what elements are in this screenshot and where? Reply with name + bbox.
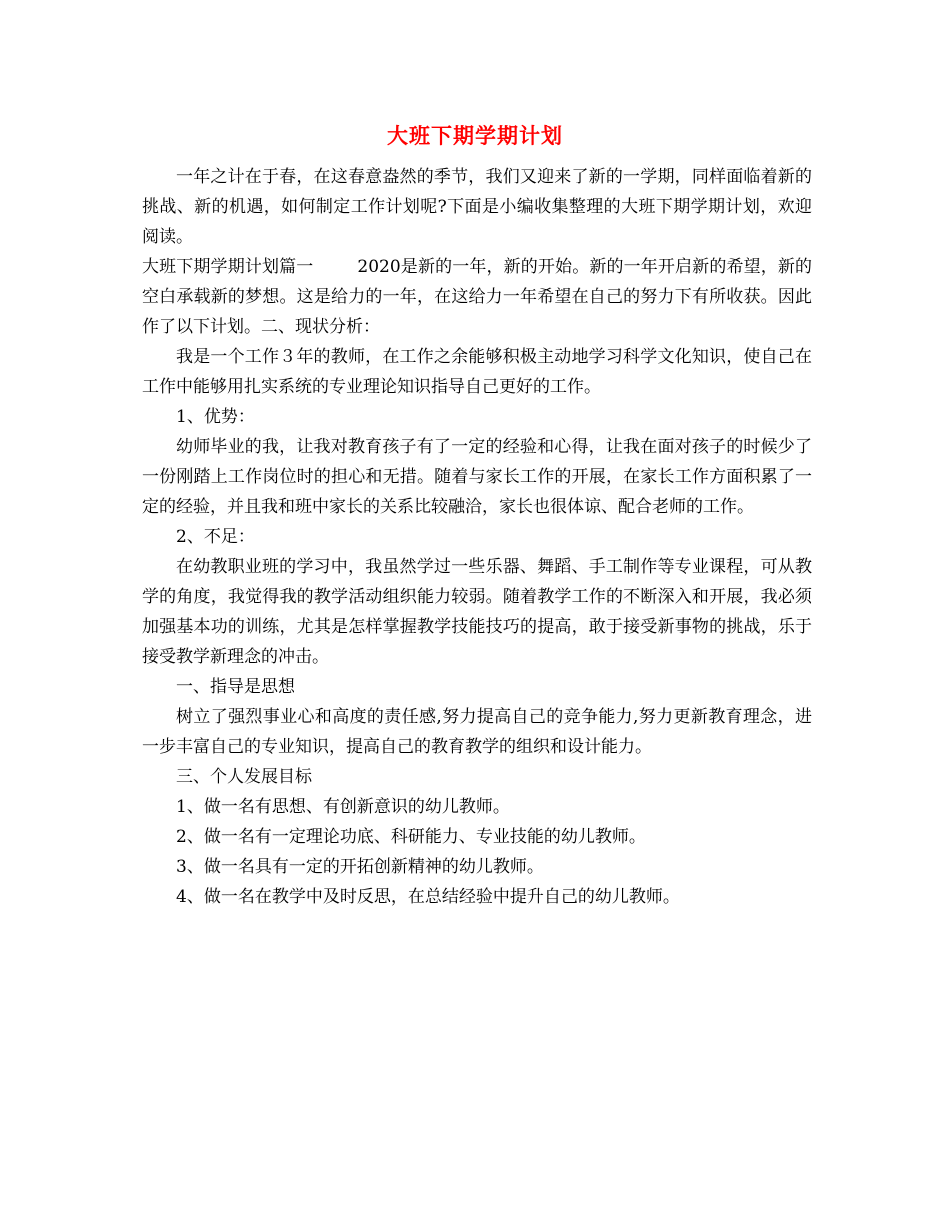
paragraph-goal-3: 3、做一名具有一定的开拓创新精神的幼儿教师。 [176, 857, 544, 877]
paragraph-section-one [142, 252, 812, 342]
paragraph-strengths: 幼师毕业的我，让我对教育孩子有了一定的经验和心得，让我在面对孩子的时候少了一份刚踏上工作岗位时的担心和无措。随着与家长工作的开展，在家长工作方面积累了一定的经验，并且我和班中家长的关系比较融洽，家长也很体谅、配合老师的工作。 [142, 437, 812, 517]
paragraph-guiding-thought-heading: 一、指导是思想 [176, 677, 295, 697]
paragraph-guiding-thought: 树立了强烈事业心和高度的责任感,努力提高自己的竞争能力,努力更新教育理念，进一步丰富自己的专业知识，提高自己的教育教学的组织和设计能力。 [142, 707, 812, 757]
paragraph-goal-2: 2、做一名有一定理论功底、科研能力、专业技能的幼儿教师。 [176, 827, 646, 847]
paragraph-intro: 一年之计在于春，在这春意盎然的季节，我们又迎来了新的一学期，同样面临着新的挑战、新的机遇，如何制定工作计划呢?下面是小编收集整理的大班下期学期计划，欢迎阅读。 [142, 167, 812, 247]
paragraph-goal-4: 4、做一名在教学中及时反思，在总结经验中提升自己的幼儿教师。 [176, 887, 680, 907]
paragraph-self-description: 我是一个工作３年的教师，在工作之余能够积极主动地学习科学文化知识，使自己在工作中能够用扎实系统的专业理论知识指导自己更好的工作。 [142, 347, 812, 397]
section-lead: 大班下期学期计划篇一 [142, 257, 314, 277]
paragraph-strengths-heading: 1、优势： [176, 407, 255, 427]
paragraph-weaknesses-heading: 2、不足： [176, 527, 255, 547]
paragraph-goal-1: 1、做一名有思想、有创新意识的幼儿教师。 [176, 797, 510, 817]
paragraph-goals-heading: 三、个人发展目标 [176, 767, 312, 787]
document-title: 大班下期学期计划 [387, 123, 563, 148]
section-lead-text: 2020是新的一年，新的开始。新的一年开启新的希望，新的空白承载新的梦想。这是给力的一年，在这给力一年希望在自己的努力下有所收获。因此作了以下计划。二、现状分析： [142, 257, 813, 337]
document-body [142, 162, 812, 912]
paragraph-weaknesses: 在幼教职业班的学习中，我虽然学过一些乐器、舞蹈、手工制作等专业课程，可从教学的角度，我觉得我的教学活动组织能力较弱。随着教学工作的不断深入和开展，我必须加强基本功的训练，尤其是怎样掌握教学技能技巧的提高，敢于接受新事物的挑战，乐于接受教学新理念的冲击。 [142, 557, 812, 667]
